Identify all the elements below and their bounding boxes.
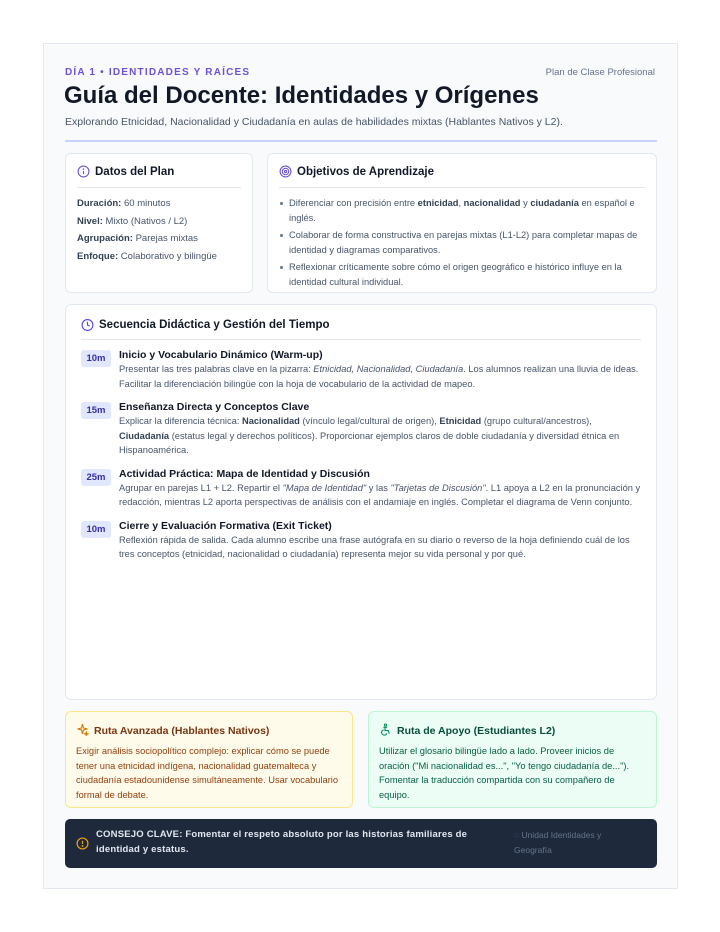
- advanced-route-card: [65, 711, 353, 808]
- page-subtitle: Explorando Etnicidad, Nacionalidad y Ciudadanía en aulas de habilidades mixtas (Hablantes Nativos y L2).: [65, 116, 563, 128]
- sequence-step: [81, 519, 641, 562]
- plan-data-row: Duración: 60 minutos: [77, 198, 171, 209]
- time-badge: 15m: [81, 402, 111, 419]
- support-route-text: Utilizar el glosario bilingüe lado a lado. Proveer inicios de oración ("Mi nacionalidad es...", "Yo tengo ciudadanía de..."). Fomentar la traducción compartida con su compañero de equipo.: [379, 746, 630, 800]
- step-title: Actividad Práctica: Mapa de Identidad y Discusión: [119, 467, 370, 480]
- step-description: Agrupar en parejas L1 + L2. Repartir el "Mapa de Identidad" y las "Tarjetas de Discusión". L1 apoya a L2 en la pronunciación y redacción, mientras L2 aporta perspectivas de análisis con el andamiaje en inglés. Completar el diagrama de Venn conjunto.: [119, 482, 641, 507]
- lesson-plan-page: [43, 43, 678, 889]
- day-kicker: DÍA 1 • IDENTIDADES Y RAÍCES: [65, 67, 251, 78]
- sequence-card: [65, 304, 657, 700]
- accessibility-icon: [379, 723, 392, 739]
- clock-icon: [81, 318, 94, 331]
- objectives-list: [279, 196, 645, 289]
- divider: [81, 339, 641, 340]
- info-icon: [77, 165, 90, 178]
- target-icon: [279, 165, 292, 178]
- sequence-step: [81, 348, 641, 391]
- support-route-title: Ruta de Apoyo (Estudiantes L2): [397, 725, 556, 737]
- step-description: Explicar la diferencia técnica: Nacionalidad (vínculo legal/cultural de origen), Etnicidad (grupo cultural/ancestros), Ciudadanía (estatus legal y derechos políticos). Proporcionar ejemplos claros de doble ciudadanía y diversidad étnica en Hispanoamérica.: [119, 416, 620, 455]
- support-route-card: [368, 711, 657, 808]
- objectives-title: Objetivos de Aprendizaje: [297, 165, 434, 178]
- plan-data-row: Agrupación: Parejas mixtas: [77, 233, 198, 244]
- step-title: Cierre y Evaluación Formativa (Exit Ticket): [119, 519, 332, 532]
- objective-item: Reflexionar críticamente sobre cómo el origen geográfico e histórico influye en la identidad cultural individual.: [279, 260, 645, 289]
- header-rule: [65, 140, 657, 142]
- unit-label: ◌ Unidad Identidades y Geografía: [514, 830, 602, 855]
- divider: [77, 187, 241, 188]
- support-route-header: [379, 723, 646, 739]
- plan-data-card: [65, 153, 253, 293]
- sequence-header: [81, 318, 641, 331]
- step-description: Presentar las tres palabras clave en la pizarra: Etnicidad, Nacionalidad, Ciudadanía. Los alumnos realizan una lluvia de ideas. Facilitar la diferenciación bilingüe con la hoja de vocabulario de la actividad de mapeo.: [119, 364, 639, 389]
- advanced-route-title: Ruta Avanzada (Hablantes Nativos): [94, 725, 270, 737]
- plan-data-title: Datos del Plan: [95, 165, 175, 178]
- globe-icon: ◌: [514, 830, 520, 840]
- plan-label: Plan de Clase Profesional: [545, 67, 655, 78]
- plan-data-row: Nivel: Mixto (Nativos / L2): [77, 215, 188, 227]
- sequence-step: [81, 467, 641, 510]
- plan-data-header: [77, 165, 241, 178]
- divider: [279, 187, 645, 188]
- time-badge: 10m: [81, 350, 111, 367]
- time-badge: 25m: [81, 469, 111, 486]
- page-title: Guía del Docente: Identidades y Orígenes: [64, 82, 539, 109]
- sequence-title: Secuencia Didáctica y Gestión del Tiempo: [99, 318, 330, 331]
- step-description: Reflexión rápida de salida. Cada alumno escribe una frase autógrafa en su diario o reverso de la hoja definiendo cuál de los tres conceptos (etnicidad, nacionalidad o ciudadanía) representa mejor su vida personal y por qué.: [119, 534, 630, 559]
- advanced-route-header: [76, 723, 342, 739]
- time-badge: 10m: [81, 521, 111, 538]
- sequence-step: [81, 400, 641, 458]
- objectives-card: [267, 153, 657, 293]
- step-title: Inicio y Vocabulario Dinámico (Warm-up): [119, 349, 323, 361]
- advanced-route-text: Exigir análisis sociopolítico complejo: explicar cómo se puede tener una etnicidad indígena, nacionalidad guatemalteca y ciudadanía estadounidense simultáneamente. Usar vocabulario formal de debate.: [76, 746, 339, 800]
- plan-data-row: Enfoque: Colaborativo y bilingüe: [77, 250, 217, 262]
- key-tip-text: CONSEJO CLAVE: Fomentar el respeto absoluto por las historias familiares de identidad y estatus.: [96, 829, 468, 855]
- lightbulb-icon: [76, 837, 89, 850]
- objective-item: Colaborar de forma constructiva en parejas mixtas (L1-L2) para completar mapas de identidad y diagramas comparativos.: [279, 228, 645, 257]
- key-tip-banner: [65, 819, 657, 868]
- step-title: Enseñanza Directa y Conceptos Clave: [119, 401, 310, 413]
- objective-item: Diferenciar con precisión entre etnicidad, nacionalidad y ciudadanía en español e inglés.: [279, 196, 645, 225]
- objectives-header: [279, 165, 645, 178]
- sparkle-icon: [76, 723, 89, 739]
